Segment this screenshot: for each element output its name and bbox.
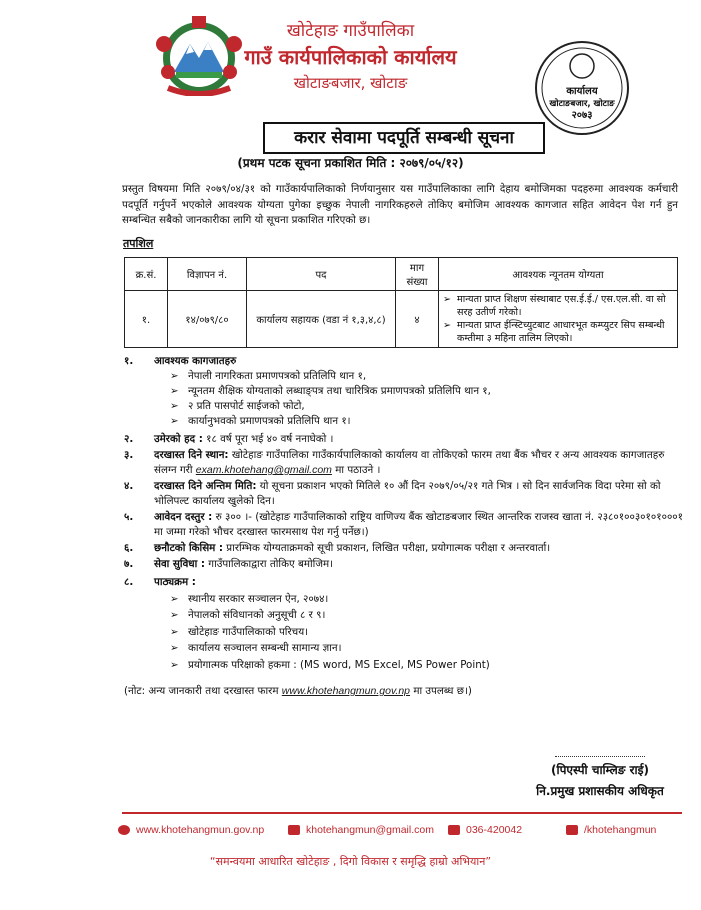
- footer-facebook-text: /khotehangmun: [584, 824, 657, 836]
- seal-text-3: २०७३: [571, 110, 593, 121]
- section-selection-type: [124, 541, 684, 556]
- seal-text-1: कार्यालय: [566, 86, 598, 97]
- list-item: ➢ २ प्रति पासपोर्ट साईजको फोटो,: [166, 399, 684, 414]
- footer-phone-text: 036-420042: [466, 824, 523, 836]
- intro-paragraph: प्रस्तुत विषयमा मिति २०७९/०४/३१ को गाउँकार्यपालिकाको निर्णयानुसार यस गाउँपालिकाका लागि देहाय बमोजिमका पदहरुमा आवश्यक कर्मचारी पदपूर्ति गर्नुपर्ने भएकोले आवश्यक योग्यता पुगेका इच्छुक नेपाली नागरिकहरुले तोकिए बमोजिम आवश्यक कागजात सहित आवेदन पेश गर्न हुन सम्बन्धित सबैको जानकारीका लागि यो सूचना प्रकाशित गरिएको छ।: [122, 183, 678, 226]
- section-text: प्रारम्भिक योग्यताक्रमको सूची प्रकाशन, लिखित परीक्षा, प्रयोगात्मक परीक्षा र अन्तरवार्ता।: [226, 542, 551, 554]
- section-number: ८.: [124, 576, 134, 588]
- col-requirements: आवश्यक न्यूनतम योग्यता: [439, 258, 678, 291]
- note-text-end: मा उपलब्ध छ।): [413, 685, 472, 697]
- list-item: ➢ कार्यालय सञ्चालन सम्बन्धी सामान्य ज्ञान।: [166, 640, 684, 657]
- signature-line: [555, 738, 645, 757]
- col-ad-no: विज्ञापन नं.: [168, 258, 247, 291]
- list-item: ➢ नेपालको संविधानको अनुसूची ८ र ९।: [166, 607, 684, 624]
- office-seal: [532, 38, 632, 138]
- phone-icon: [448, 825, 460, 835]
- note-line: [124, 684, 472, 698]
- list-item: ➢ कार्यानुभवको प्रमाणपत्रको प्रतिलिपि थान १।: [166, 414, 684, 429]
- section-number: ७.: [124, 558, 134, 570]
- cell-ad-no: १४/०७९/८०: [168, 291, 247, 348]
- section-deadline: [124, 479, 684, 509]
- footer-email-text: khotehangmun@gmail.com: [306, 824, 434, 836]
- table-row: [125, 291, 678, 348]
- header-municipality: खोटेहाङ गाउँपालिका: [286, 21, 415, 41]
- section-number: ३.: [124, 449, 134, 461]
- footer-motto: “समन्वयमा आधारित खोटेहाङ , दिगो विकास र समृद्धि हाम्रो अभियान”: [209, 855, 492, 868]
- list-item: ➢ स्थानीय सरकार सञ्चालन ऐन, २०७४।: [166, 591, 684, 608]
- details-heading: तपशिल: [123, 237, 154, 250]
- footer-email[interactable]: [288, 824, 434, 836]
- seal-text-2: खोटाङबजार, खोटाङ: [549, 99, 615, 109]
- signatory-designation: नि.प्रमुख प्रशासकीय अधिकृत: [536, 784, 664, 798]
- list-item: ➢ खोटेहाङ गाउँपालिकाको परिचय।: [166, 624, 684, 641]
- list-item: ➢ न्यूनतम शैक्षिक योग्यताको लब्धाङ्पत्र तथा चारित्रिक प्रमाणपत्रको प्रतिलिपि थान १,: [166, 384, 684, 399]
- section-label: उमेरको हद :: [154, 433, 203, 445]
- col-post: पद: [247, 258, 396, 291]
- section-text: खोटेहाङ गाउँपालिका गाउँकार्यपालिकाको कार्यालय वा तोकिएको फारम तथा बैंक भौचर र अन्य आवश्यक कागजातहरु संलग्न गरी: [154, 449, 665, 476]
- header-address: खोटाङबजार, खोटाङ: [293, 74, 408, 92]
- requirement-item: ➢ मान्यता प्राप्त ईन्स्टिच्युटबाट आधारभूत कम्प्युटर सिप सम्बन्धी कम्तीमा ३ महिना तालिम लिएको।: [443, 319, 673, 345]
- col-sn: क्र.सं.: [125, 258, 168, 291]
- section-age-limit: [124, 432, 684, 447]
- application-email-link[interactable]: exam.khotehang@gmail.com: [195, 464, 332, 476]
- list-item: ➢ प्रयोगात्मक परिक्षाको हकमा : (MS word, MS Excel, MS Power Point): [166, 657, 684, 674]
- section-application-fee: [124, 510, 684, 540]
- section-benefits: [124, 557, 684, 572]
- envelope-icon: [288, 825, 300, 835]
- section-label: आवश्यक कागजातहरु: [154, 355, 237, 367]
- header-office: गाउँ कार्यपालिकाको कार्यालय: [244, 45, 457, 69]
- section-number: ६.: [124, 542, 134, 554]
- footer-website[interactable]: [118, 824, 264, 836]
- table-header-row: [125, 258, 678, 291]
- section-label: आवेदन दस्तुर :: [154, 511, 213, 523]
- footer-divider: [122, 812, 682, 814]
- globe-icon: [118, 825, 130, 835]
- section-text: १८ वर्ष पूरा भई ४० वर्ष ननाघेको ।: [206, 433, 334, 445]
- cell-count: ४: [396, 291, 439, 348]
- footer-website-text: www.khotehangmun.gov.np: [136, 824, 265, 836]
- signatory-name: (पिएस्पी चाम्लिङ राई): [551, 763, 649, 777]
- section-text: यो सूचना प्रकाशन भएको मितिले १० औं दिन २०७९/०५/२१ गते भित्र । सो दिन सार्वजनिक विदा परेमा सो को भोलिपल्ट कार्यालय खुलेको दिन।: [154, 480, 661, 507]
- cell-post: कार्यालय सहायक (वडा नं १,३,४,८): [247, 291, 396, 348]
- section-text: रु ३०० ।- (खोटेहाङ गाउँपालिकाको राष्ट्रिय वाणिज्य बैंक खोटाङबजार स्थित आन्तरिक राजस्व खाता नं. २३८०१००३०१०१०००१ मा जम्मा गरेको भौचर दरखास्त फारमसाथ पेश गर्नु पर्नेछ।): [154, 511, 684, 538]
- section-label: दरखास्त दिने स्थान:: [154, 449, 229, 461]
- note-text: (नोट: अन्य जानकारी तथा दरखास्त फारम: [124, 685, 279, 697]
- section-number: १.: [124, 355, 134, 367]
- signature-block: [520, 738, 680, 799]
- section-label: छनौटको किसिम :: [154, 542, 224, 554]
- notice-title: करार सेवामा पदपूर्ति सम्बन्धी सूचना: [263, 122, 545, 154]
- list-item: ➢ नेपाली नागरिकता प्रमाणपत्रको प्रतिलिपि थान १,: [166, 369, 684, 384]
- section-label: सेवा सुविधा :: [154, 558, 205, 570]
- section-text-end: मा पठाउने ।: [335, 464, 381, 476]
- footer-phone[interactable]: [448, 824, 522, 836]
- section-application-place: [124, 448, 684, 478]
- section-text: गाउँपालिकाद्वारा तोकिए बमोजिम।: [208, 558, 334, 570]
- facebook-icon: [566, 825, 578, 835]
- col-count: माग संख्या: [396, 258, 439, 291]
- footer-facebook[interactable]: [566, 824, 656, 836]
- section-number: २.: [124, 433, 134, 445]
- section-number: ४.: [124, 480, 134, 492]
- section-label: पाठ्यक्रम :: [154, 576, 196, 588]
- section-documents: [124, 354, 684, 429]
- cell-requirements: [439, 291, 678, 348]
- section-syllabus: [124, 574, 684, 673]
- section-label: दरखास्त दिने अन्तिम मिति:: [154, 480, 257, 492]
- cell-sn: १.: [125, 291, 168, 348]
- notice-subtitle: (प्रथम पटक सूचना प्रकाशित मिति : २०७९/०५/१२): [237, 156, 464, 170]
- website-link[interactable]: www.khotehangmun.gov.np: [281, 685, 411, 697]
- vacancy-table: [124, 257, 678, 348]
- requirement-item: ➢ मान्यता प्राप्त शिक्षण संस्थाबाट एस.ई.ई./ एस.एल.सी. वा सो सरह उतीर्ण गरेको।: [443, 293, 673, 319]
- section-number: ५.: [124, 511, 134, 523]
